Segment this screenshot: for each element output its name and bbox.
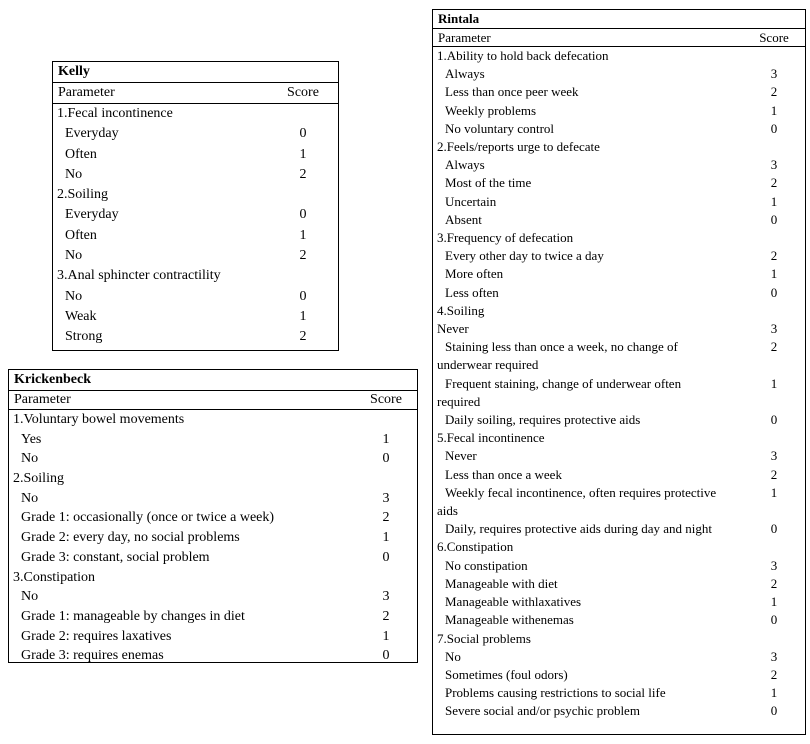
parameter-cell: No [445,648,461,664]
score-header: Score [370,392,402,407]
parameter-cell: No [65,288,83,304]
score-cell: 1 [382,431,390,447]
table-row [9,508,417,528]
score-cell: 3 [770,648,778,664]
score-cell: 2 [382,608,390,624]
parameter-cell: Manageable with diet [445,575,558,591]
table-title: Krickenbeck [9,370,417,391]
parameter-cell: Frequent staining, change of underwear often required [437,375,682,409]
parameter-cell: No [21,451,39,467]
table-row [9,548,417,568]
section-row [433,229,805,247]
table-row [433,684,805,702]
table-row [433,156,805,174]
score-cell: 2 [770,339,778,355]
score-cell: 0 [770,612,778,628]
score-cell: 1 [299,146,307,162]
table-row [433,557,805,575]
parameter-header: Parameter [58,85,115,100]
score-cell: 2 [770,84,778,100]
score-cell: 1 [770,685,778,701]
table-row [53,226,338,246]
table-title: Kelly [53,62,338,83]
table-header [9,391,417,410]
score-header: Score [759,30,789,45]
parameter-cell: Always [445,157,485,173]
score-cell: 1 [299,227,307,243]
table-row [53,327,338,347]
parameter-cell: Less than once a week [445,466,562,482]
parameter-cell: No [21,589,39,605]
table-row [433,211,805,229]
table-row [433,120,805,138]
table-row [9,627,417,647]
table-row [433,247,805,265]
score-cell: 1 [770,102,778,118]
score-cell: 0 [770,211,778,227]
section-row [433,429,805,447]
parameter-cell: 7.Social problems [437,630,531,646]
section-row [9,568,417,588]
score-cell: 0 [770,412,778,428]
section-row [53,266,338,286]
score-cell: 1 [770,484,778,500]
table-row [433,575,805,593]
score-cell: 2 [770,175,778,191]
score-cell: 0 [299,207,307,223]
parameter-cell: 2.Soiling [13,471,64,487]
score-cell: 0 [382,451,390,467]
parameter-cell: Often [65,227,97,243]
table-row [9,489,417,509]
score-cell: 1 [299,308,307,324]
section-row [9,469,417,489]
parameter-cell: 5.Fecal incontinence [437,430,545,446]
parameter-cell: 4.Soiling [437,302,485,318]
score-cell: 0 [382,648,390,664]
parameter-cell: Grade 2: every day, no social problems [21,530,240,546]
parameter-cell: Yes [21,431,42,447]
table-row [433,411,805,429]
score-cell: 0 [299,288,307,304]
parameter-cell: Everyday [65,126,119,142]
table-row [53,145,338,165]
parameter-cell: Daily, requires protective aids during day and night [445,521,713,537]
section-row [53,104,338,124]
parameter-cell: No [65,248,83,264]
parameter-cell: More often [445,266,504,282]
score-cell: 2 [770,248,778,264]
parameter-cell: Grade 1: occasionally (once or twice a week) [21,510,275,526]
parameter-cell: 3.Anal sphincter contractility [57,268,221,284]
parameter-cell: 1.Fecal incontinence [57,106,173,121]
section-row [433,302,805,320]
table-row [9,607,417,627]
parameter-header: Parameter [14,392,71,407]
table-row [53,307,338,327]
parameter-cell: Absent [445,211,482,227]
table-row [433,447,805,465]
table-row [433,648,805,666]
parameter-cell: Grade 1: manageable by changes in diet [21,608,245,624]
parameter-cell: 2.Soiling [57,187,108,203]
score-cell: 2 [299,166,307,182]
score-cell: 1 [770,266,778,282]
table-row [433,320,805,338]
parameter-cell: Problems causing restrictions to social life [445,685,666,701]
score-cell: 1 [770,193,778,209]
section-row [433,630,805,648]
krickenbeck-table [8,369,418,663]
parameter-cell: Most of the time [445,175,532,191]
table-title: Rintala [433,10,805,29]
parameter-cell: No [21,490,39,506]
parameter-cell: 3.Frequency of defecation [437,230,574,246]
section-row [433,538,805,556]
score-cell: 0 [770,284,778,300]
table-row [433,102,805,120]
table-header [53,83,338,104]
table-row [9,528,417,548]
parameter-cell: 2.Feels/reports urge to defecate [437,139,600,155]
score-cell: 2 [770,466,778,482]
table-row [433,484,805,520]
parameter-cell: Grade 2: requires laxatives [21,628,172,644]
parameter-cell: No constipation [445,557,528,573]
parameter-cell: Always [445,66,485,82]
parameter-cell: Every other day to twice a day [445,248,604,264]
score-cell: 2 [299,329,307,345]
parameter-cell: No voluntary control [445,120,555,136]
score-header: Score [287,85,319,100]
parameter-cell: Weekly fecal incontinence, often requires protective aids [437,484,717,519]
section-row [433,138,805,156]
parameter-cell: Weekly problems [445,102,537,118]
table-row [9,449,417,469]
score-cell: 0 [299,126,307,142]
table-row [433,284,805,302]
table-body [9,410,417,666]
table-row [9,646,417,666]
parameter-cell: Staining less than once a week, no change of underwear required [437,339,678,373]
parameter-cell: Manageable withenemas [445,612,574,628]
table-row [433,338,805,374]
parameter-cell: Grade 3: requires enemas [21,648,164,664]
section-row [53,185,338,205]
table-row [433,65,805,83]
table-body [53,104,338,348]
parameter-cell: 1.Voluntary bowel movements [13,412,185,427]
parameter-cell: Uncertain [445,193,497,209]
score-cell: 3 [770,66,778,82]
table-row [53,287,338,307]
score-cell: 1 [770,594,778,610]
score-cell: 3 [382,490,390,506]
table-row [53,205,338,225]
table-header [433,29,805,47]
parameter-cell: Everyday [65,207,119,223]
parameter-cell: Daily soiling, requires protective aids [445,412,641,428]
parameter-cell: 1.Ability to hold back defecation [437,48,609,63]
table-row [53,165,338,185]
table-row [9,430,417,450]
parameter-cell: Never [445,448,477,464]
table-row [9,587,417,607]
table-row [53,246,338,266]
parameter-cell: 6.Constipation [437,539,514,555]
score-cell: 2 [770,666,778,682]
score-cell: 0 [770,521,778,537]
parameter-cell: No [65,166,83,182]
rintala-table [432,9,806,735]
parameter-cell: Often [65,146,97,162]
table-row [433,375,805,411]
table-row [433,193,805,211]
score-cell: 3 [770,448,778,464]
score-cell: 2 [299,248,307,264]
score-cell: 0 [770,120,778,136]
parameter-cell: Severe social and/or psychic problem [445,703,640,719]
kelly-table [52,61,339,351]
parameter-cell: Manageable withlaxatives [445,594,582,610]
table-row [433,520,805,538]
table-row [53,124,338,144]
score-cell: 0 [770,703,778,719]
parameter-cell: Weak [65,308,97,324]
score-cell: 2 [382,510,390,526]
parameter-cell: Sometimes (foul odors) [445,666,568,682]
table-row [433,702,805,720]
score-cell: 1 [382,628,390,644]
parameter-cell: Grade 3: constant, social problem [21,549,210,565]
parameter-header: Parameter [438,30,491,45]
parameter-cell: Strong [65,329,103,345]
score-cell: 3 [770,321,778,337]
score-cell: 2 [770,575,778,591]
table-body [433,47,805,721]
section-row [433,47,805,65]
table-row [433,265,805,283]
section-row [9,410,417,430]
table-row [433,466,805,484]
parameter-cell: Less often [445,284,499,300]
score-cell: 0 [382,549,390,565]
score-cell: 3 [382,589,390,605]
table-row [433,666,805,684]
score-cell: 3 [770,557,778,573]
parameter-cell: 3.Constipation [13,569,96,585]
table-row [433,593,805,611]
score-cell: 1 [770,375,778,391]
table-row [433,83,805,101]
parameter-cell: Never [437,321,469,337]
table-row [433,611,805,629]
score-cell: 3 [770,157,778,173]
parameter-cell: Less than once peer week [445,84,579,100]
table-row [433,174,805,192]
score-cell: 1 [382,530,390,546]
